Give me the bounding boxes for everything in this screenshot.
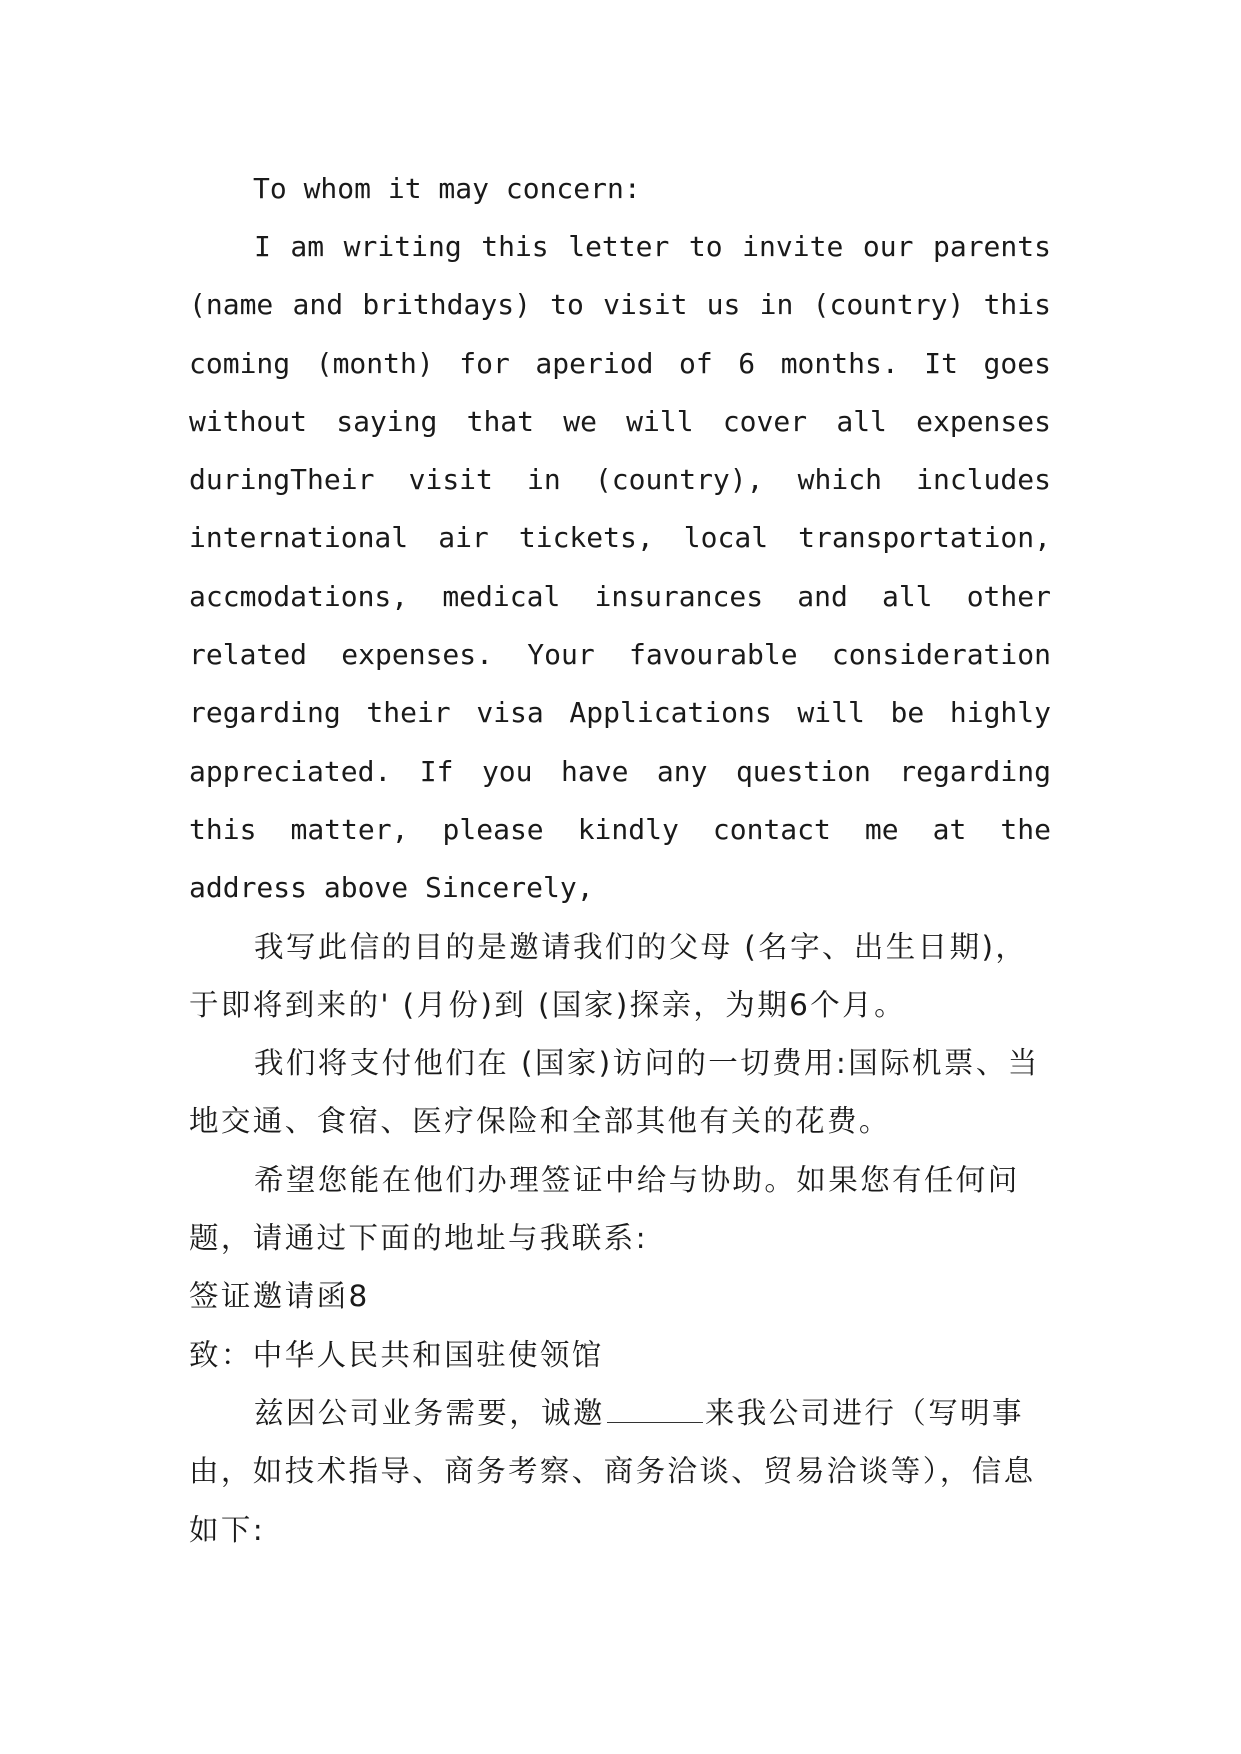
zh-paragraph-expenses: 我们将支付他们在 (国家)访问的一切费用:国际机票、当地交通、食宿、医疗保险和全部其他有关的花费。 [189, 1046, 1040, 1139]
letter8-recipient: 致：中华人民共和国驻使领馆 [189, 1337, 604, 1372]
letter8-body-end: 来我公司进行（写明事由，如技术指导、商务考察、商务洽谈、贸易洽谈等），信息如下: [189, 1395, 1036, 1547]
zh-paragraph-request: 希望您能在他们办理签证中给与协助。如果您有任何问题，请通过下面的地址与我联系: [189, 1162, 1020, 1256]
document-page [189, 160, 1051, 1559]
letter8-body [189, 1384, 1051, 1559]
en-body-paragraph: I am writing this letter to invite our parents (name and brithdays) to visit us in (country) this coming (month) for aperiod of 6 months. It goes without saying that we will cover all expenses duringTheir visit in (country), which includes international air tickets, local transportation, accmodations, medical insurances and all other related expenses. Your favourable consideration regarding their visa Applications will be highly appreciated. If you have any question regarding this matter, please kindly contact me at the address above Sincerely, [189, 230, 1051, 905]
fill-in-blank [607, 1421, 703, 1423]
en-salutation: To whom it may concern: [253, 172, 641, 205]
letter8-title: 签证邀请函8 [189, 1279, 370, 1314]
zh-paragraph-invitation: 我写此信的目的是邀请我们的父母 (名字、出生日期)，于即将到来的' (月份)到 (国家)探亲，为期6个月。 [189, 929, 1028, 1022]
letter8-body-start: 兹因公司业务需要，诚邀 [254, 1395, 605, 1430]
